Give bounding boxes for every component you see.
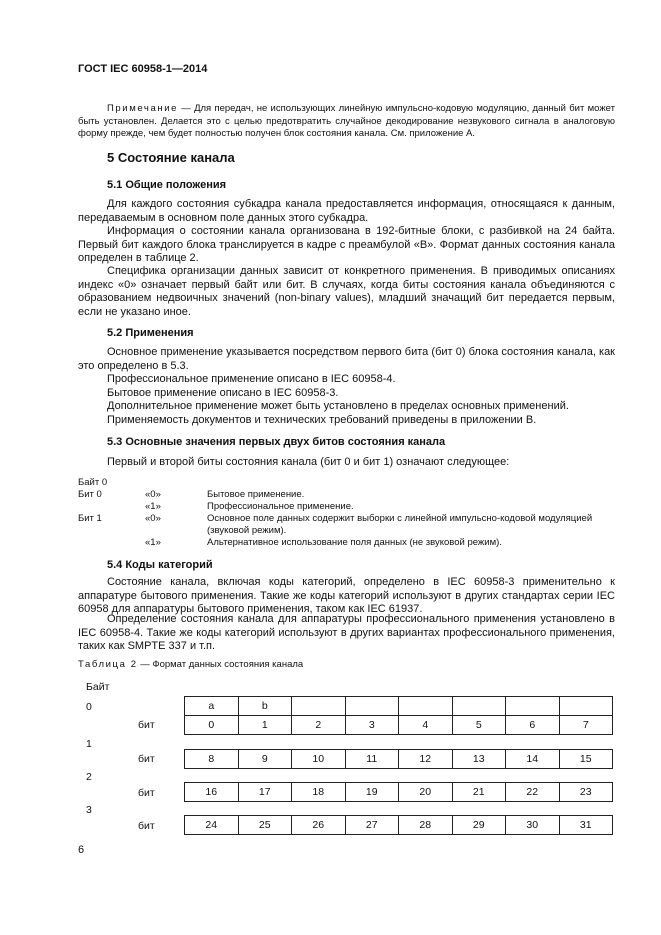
table-row	[185, 750, 613, 769]
table-caption	[78, 659, 303, 670]
table-cell: 19	[345, 783, 399, 802]
table-bit-label: бит	[138, 719, 155, 731]
table-cell: 31	[559, 816, 613, 835]
bit-table	[184, 782, 613, 802]
table-cell: 10	[292, 750, 346, 769]
paragraph: Для каждого состояния субкадра канала предоставляется информация, относящаяся к данным, передаваемым в основном поле данных этого субкадра.	[78, 198, 615, 224]
table-cell: 4	[399, 716, 453, 735]
definition-value: «1»	[145, 537, 161, 548]
table-byte-number: 2	[86, 771, 92, 783]
definition-text: Основное поле данных содержит выборки с линейной импульсно-кодовой модуляцией (звуковой режим).	[207, 513, 593, 536]
table-cell: 21	[452, 783, 506, 802]
table-cell: 24	[185, 816, 239, 835]
table-byte-number: 0	[86, 701, 92, 713]
table-cell: 27	[345, 816, 399, 835]
table-cell: 12	[399, 750, 453, 769]
paragraph: Специфика организации данных зависит от конкретного применения. В приводимых описаниях индекс «0» означает первый байт или бит. В случаях, когда биты состояния канала объединяются с образованием недвоичных значений (non-binary values), младший значащий бит передается первым, если не указано иное.	[78, 265, 615, 318]
subsection-title: 5.1 Общие положения	[107, 179, 227, 191]
paragraph: Профессиональное применение описано в IEC 60958-4.	[107, 373, 396, 385]
table-cell: 0	[185, 716, 239, 735]
bit0-label: Бит 0	[78, 489, 102, 500]
table-cell: 15	[559, 750, 613, 769]
table-cell: 30	[506, 816, 560, 835]
table-bit-label: бит	[138, 753, 155, 765]
table-row	[185, 783, 613, 802]
table-cell: 25	[238, 816, 292, 835]
paragraph: Основное применение указывается посредством первого бита (бит 0) блока состояния канала, как это определено в 5.3.	[78, 346, 615, 372]
table-cell: 23	[559, 783, 613, 802]
table-byte-number: 3	[86, 804, 92, 816]
table-cell: 8	[185, 750, 239, 769]
table-cell	[452, 697, 506, 716]
table-cell: 14	[506, 750, 560, 769]
table-cell: 3	[345, 716, 399, 735]
table-row	[185, 716, 613, 735]
table-cell: a	[185, 697, 239, 716]
table-cell: 13	[452, 750, 506, 769]
document-header: ГОСТ IEC 60958-1—2014	[78, 63, 208, 75]
table-cell	[345, 697, 399, 716]
paragraph: Дополнительное применение может быть установлено в пределах основных применений.	[107, 400, 569, 412]
table-row	[185, 816, 613, 835]
table-caption-label: Таблица 2	[78, 659, 138, 670]
definition-value: «1»	[145, 501, 161, 512]
table-cell: 6	[506, 716, 560, 735]
paragraph: Бытовое применение описано в IEC 60958-3.	[107, 387, 339, 399]
definition-value: «0»	[145, 489, 161, 500]
paragraph: Первый и второй биты состояния канала (бит 0 и бит 1) означают следующее:	[107, 456, 510, 468]
byte-label: Байт 0	[78, 477, 108, 488]
table-cell: 1	[238, 716, 292, 735]
table-cell: 7	[559, 716, 613, 735]
table-cell: 26	[292, 816, 346, 835]
note	[78, 103, 615, 141]
page-number: 6	[78, 844, 85, 856]
table-cell: 29	[452, 816, 506, 835]
paragraph: Применяемость документов и технических требований приведены в приложении В.	[107, 414, 537, 426]
table-byte-header: Байт	[86, 681, 110, 693]
table-cell: 11	[345, 750, 399, 769]
bit-table	[184, 749, 613, 769]
table-bit-label: бит	[138, 787, 155, 799]
table-cell: 5	[452, 716, 506, 735]
paragraph: Состояние канала, включая коды категорий, определено в IEC 60958-3 применительно к аппаратуре бытового применения. Такие же коды категорий используют в других стандартах серии IEC 60958 для аппаратуры бытового применения, таком как IEC 61937.	[78, 576, 615, 615]
definition-value: «0»	[145, 513, 161, 524]
section-title: 5 Состояние канала	[107, 150, 235, 165]
definition-text: Профессиональное применение.	[207, 501, 354, 512]
bit1-label: Бит 1	[78, 513, 102, 524]
note-label: Примечание	[107, 103, 178, 114]
table-cell: 2	[292, 716, 346, 735]
table-cell	[292, 697, 346, 716]
table-cell	[559, 697, 613, 716]
subsection-title: 5.3 Основные значения первых двух битов состояния канала	[107, 436, 446, 448]
paragraph: Определение состояния канала для аппаратуры профессионального применения установлено в IEC 60958-4. Такие же коды категорий используют в других вариантах профессионального применения, таких как SMPTE 337 и т.п.	[78, 613, 615, 652]
table-cell	[506, 697, 560, 716]
table-cell: 9	[238, 750, 292, 769]
table-cell: b	[238, 697, 292, 716]
table-bit-label: бит	[138, 820, 155, 832]
bit-table	[184, 815, 613, 835]
table-cell: 16	[185, 783, 239, 802]
definition-text: Бытовое применение.	[207, 489, 305, 500]
definition-text: Альтернативное использование поля данных (не звуковой режим).	[207, 537, 502, 548]
subsection-title: 5.4 Коды категорий	[107, 559, 213, 571]
table-cell: 17	[238, 783, 292, 802]
bit-table	[184, 696, 613, 735]
table-caption-text: — Формат данных состояния канала	[137, 659, 304, 670]
paragraph: Информация о состоянии канала организована в 192-битные блоки, с разбивкой на 24 байта. Первый бит каждого блока транслируется в кадре с преамбулой «В». Формат данных состояния канала определен в таблице 2.	[78, 225, 615, 264]
note-text: — Для передач, не использующих линейную импульсно-кодовую модуляцию, данный бит может быть установлен. Делается это с целью предотвратить случайное декодирование незвукового сигнала в аналоговую форму прежде, чем будет полностью получен блок состояния канала. См. приложение А.	[78, 103, 615, 139]
table-row-flags	[185, 697, 613, 716]
table-cell: 18	[292, 783, 346, 802]
subsection-title: 5.2 Применения	[107, 327, 194, 339]
table-byte-number: 1	[86, 738, 92, 750]
table-cell: 22	[506, 783, 560, 802]
table-cell: 28	[399, 816, 453, 835]
table-cell: 20	[399, 783, 453, 802]
table-cell	[399, 697, 453, 716]
